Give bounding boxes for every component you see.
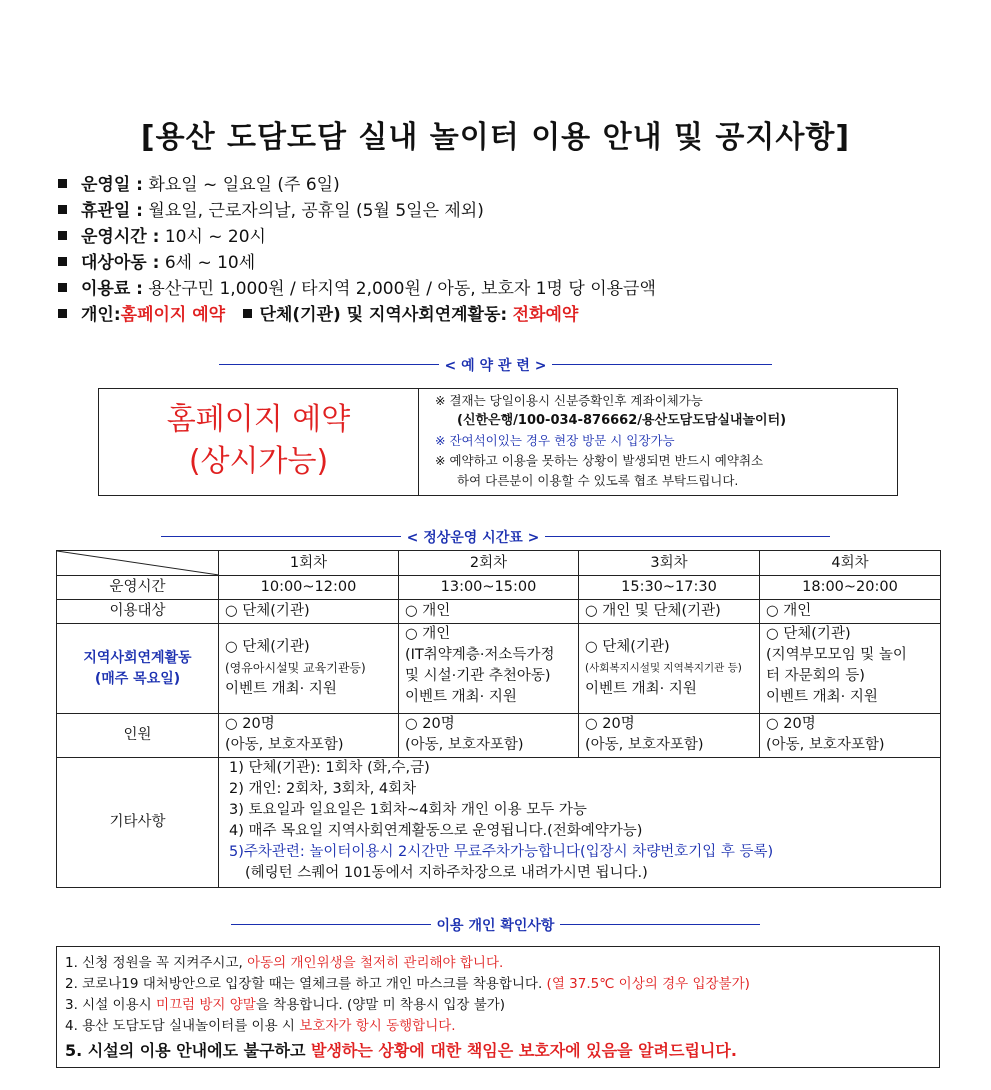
header-session-1: 1회차 [219,551,399,576]
bullet-icon [58,231,67,240]
page-title: [용산 도담도담 실내 놀이터 이용 안내 및 공지사항] [140,120,851,155]
notice-4-a: 4. 용산 도담도담 실내놀이터를 이용 시 [65,1018,300,1034]
personal-label: 개인: [81,305,121,325]
community-2-l3: 및 시설·기관 추천아동) [405,668,551,684]
etc-2: 2) 개인: 2회차, 3회차, 4회차 [229,781,417,797]
info-list [58,172,656,328]
notice-5-a: 5. 시설의 이용 안내에도 불구하고 [65,1041,311,1060]
target-4: ○ 개인 [760,600,941,624]
community-4 [760,624,941,714]
people-2 [399,714,579,758]
bullet-icon [243,309,252,318]
community-3-l1: ○ 단체(기관) [585,639,670,655]
people-4-l1: ○ 20명 [766,716,816,732]
community-label-line2: (매주 목요일) [94,670,181,687]
community-4-l2: (지역부모모임 및 놀이 [766,647,907,663]
homepage-reservation-line2: (상시가능) [188,444,329,479]
row-label-people: 인원 [57,714,219,758]
community-1-l2: (영유아시설및 교육기관등) [225,661,366,675]
community-label-line1: 지역사회연계활동 [83,649,192,666]
notice-4 [65,1016,939,1037]
bullet-icon [58,309,67,318]
note-bank-account: (신한은행/100-034-876662/용산도담도담실내놀이터) [457,413,787,428]
people-4-l2: (아동, 보호자포함) [766,737,885,753]
header-session-4: 4회차 [760,551,941,576]
closed-label: 휴관일 : [81,201,143,221]
people-1 [219,714,399,758]
notice-box [56,946,940,1068]
people-2-l2: (아동, 보호자포함) [405,737,524,753]
notice-3-c: 을 착용합니다. (양말 미 착용시 입장 불가) [255,997,506,1013]
note-walk-in: ※ 잔여석이있는 경우 현장 방문 시 입장가능 [435,433,675,448]
etc-5-parking: 5)주차관련: 놀이터이용시 2시간만 무료주차가능합니다(입장시 차량번호기입 후 등록) [229,844,774,860]
people-3-l1: ○ 20명 [585,716,635,732]
bullet-icon [58,205,67,214]
group-label: 단체(기관) 및 지역사회연계활동: [259,305,508,325]
community-2-l2: (IT취약계층·저소득가정 [405,647,555,663]
community-2-l4: 이벤트 개최· 지원 [405,689,517,705]
community-4-l1: ○ 단체(기관) [766,626,851,642]
notice-4-b: 보호자가 항시 동행합니다. [299,1018,456,1034]
etc-6-parking-directions: (헤링턴 스퀘어 101동에서 지하주차장으로 내려가시면 됩니다.) [245,865,648,881]
age-value: 6세 ~ 10세 [164,253,256,273]
table-header-row [57,551,941,576]
notice-divider [0,914,991,935]
age-label: 대상아동 : [81,253,160,273]
notice-2-b: (열 37.5℃ 이상의 경우 입장불가) [546,976,750,992]
target-2: ○ 개인 [399,600,579,624]
note-cancel: ※ 예약하고 이용을 못하는 상황이 발생되면 반드시 예약취소 [435,453,764,468]
notice-2-a: 2. 코로나19 대처방안으로 입장할 때는 열체크를 하고 개인 마스크를 착용합니다. [65,976,547,992]
table-row-etc [57,758,941,888]
target-3: ○ 개인 및 단체(기관) [579,600,760,624]
hours-label: 운영시간 : [81,227,160,247]
divider-line [545,536,830,537]
time-1: 10:00~12:00 [219,576,399,600]
divider-line [219,364,439,365]
notice-5 [65,1037,939,1065]
community-4-l4: 이벤트 개최· 지원 [766,689,878,705]
note-cancel-cont: 하여 다른분이 이용할 수 있도록 협조 부탁드립니다. [457,473,739,488]
info-closed [58,198,656,224]
schedule-divider-label: < 정상운영 시간표 > [406,529,540,546]
divider-line [161,536,401,537]
notice-5-b: 발생하는 상황에 대한 책임은 보호자에 있음을 알려드립니다. [311,1041,737,1060]
community-3-l2: (사회복지시설및 지역복지기관 등) [585,662,742,674]
homepage-reservation [99,389,419,495]
row-label-time: 운영시간 [57,576,219,600]
notice-1-b: 아동의 개인위생을 철저히 관리해야 합니다. [247,955,504,971]
reservation-box [98,388,898,496]
bullet-icon [58,257,67,266]
community-1-l1: ○ 단체(기관) [225,639,310,655]
table-row-time [57,576,941,600]
fee-label: 이용료 : [81,279,143,299]
people-3 [579,714,760,758]
notice-1-a: 1. 신청 정원을 꼭 지켜주시고, [65,955,248,971]
community-1-l3: 이벤트 개최· 지원 [225,681,337,697]
header-session-2: 2회차 [399,551,579,576]
people-4 [760,714,941,758]
notice-1 [65,953,939,974]
time-3: 15:30~17:30 [579,576,760,600]
people-2-l1: ○ 20명 [405,716,455,732]
table-row-community [57,624,941,714]
divider-line [231,924,431,925]
personal-value: 홈페이지 예약 [120,305,226,325]
reservation-divider [0,354,991,375]
note-payment: ※ 결재는 당일이용시 신분증확인후 계좌이체가능 [435,393,703,408]
target-1: ○ 단체(기관) [219,600,399,624]
closed-value: 월요일, 근로자의날, 공휴일 (5월 5일은 제외) [148,201,484,221]
bullet-icon [58,179,67,188]
row-label-target: 이용대상 [57,600,219,624]
open-days-value: 화요일 ~ 일요일 (주 6일) [148,175,340,195]
info-open-days [58,172,656,198]
notice-3-b: 미끄럼 방지 양말 [155,997,256,1013]
group-value: 전화예약 [512,305,579,325]
community-4-l3: 터 자문회의 등) [766,668,865,684]
header-session-3: 3회차 [579,551,760,576]
diagonal-header-cell [57,551,219,576]
info-age [58,250,656,276]
row-label-community [57,624,219,714]
info-fee [58,276,656,302]
etc-notes [219,758,941,888]
reservation-divider-label: < 예 약 관 련 > [444,357,547,374]
people-1-l2: (아동, 보호자포함) [225,737,344,753]
schedule-divider [0,526,991,547]
open-days-label: 운영일 : [81,175,143,195]
homepage-reservation-line1: 홈페이지 예약 [166,402,351,437]
community-2-l1: ○ 개인 [405,626,451,642]
community-3 [579,624,760,714]
etc-3: 3) 토요일과 일요일은 1회차~4회차 개인 이용 모두 가능 [229,802,587,818]
divider-line [552,364,772,365]
notice-2 [65,974,939,995]
etc-4: 4) 매주 목요일 지역사회연계활동으로 운영됩니다.(전화예약가능) [229,823,643,839]
etc-1: 1) 단체(기관): 1회차 (화,수,금) [229,760,430,776]
table-row-people [57,714,941,758]
info-hours [58,224,656,250]
notice-3-a: 3. 시설 이용시 [65,997,156,1013]
table-row-target [57,600,941,624]
notice-divider-label: 이용 개인 확인사항 [436,917,555,934]
community-1 [219,624,399,714]
bullet-icon [58,283,67,292]
time-2: 13:00~15:00 [399,576,579,600]
people-1-l1: ○ 20명 [225,716,275,732]
fee-value: 용산구민 1,000원 / 타지역 2,000원 / 아동, 보호자 1명 당 이용금액 [148,279,656,299]
hours-value: 10시 ~ 20시 [164,227,266,247]
community-3-l3: 이벤트 개최· 지원 [585,681,697,697]
diagonal-line [57,551,219,575]
notice-3 [65,995,939,1016]
row-label-etc: 기타사항 [57,758,219,888]
reservation-notes [421,391,897,491]
people-3-l2: (아동, 보호자포함) [585,737,704,753]
community-2 [399,624,579,714]
info-reservation-method [58,302,656,328]
schedule-table [56,550,941,888]
divider-line [560,924,760,925]
time-4: 18:00~20:00 [760,576,941,600]
